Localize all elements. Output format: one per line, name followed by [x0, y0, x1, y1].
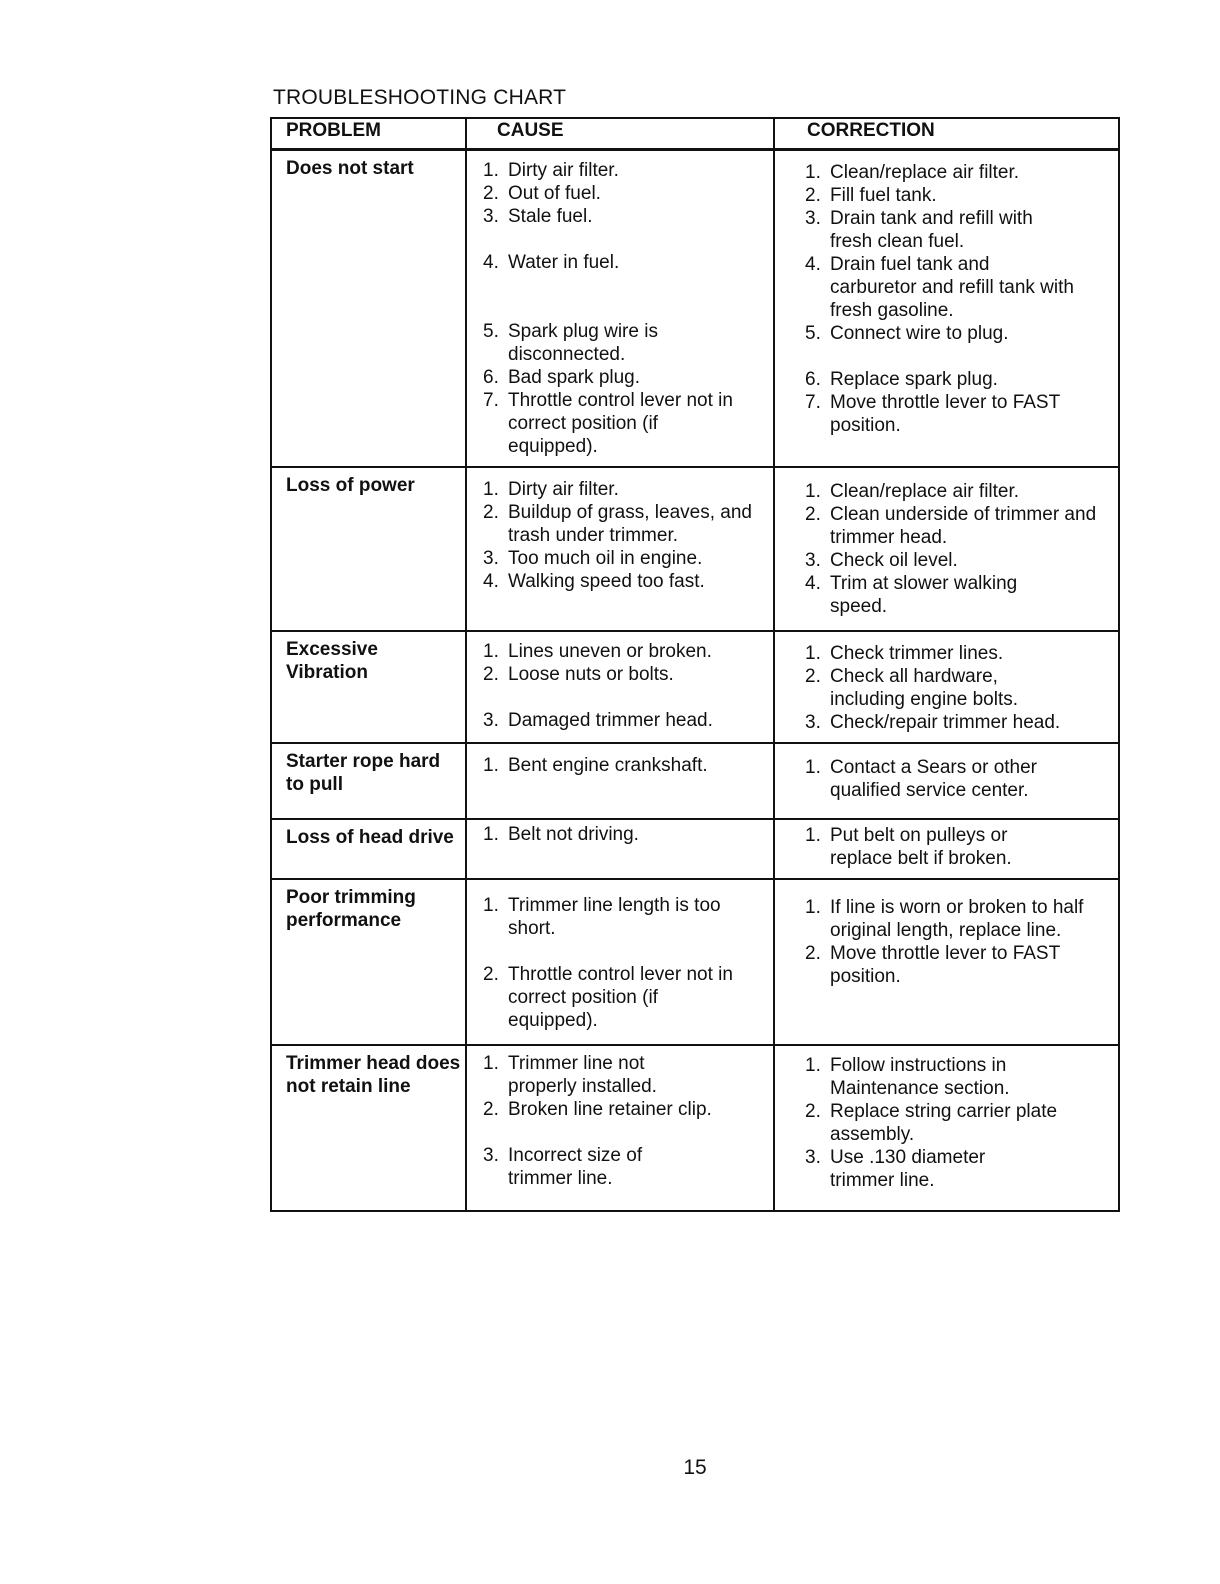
correction-cell: [774, 467, 1119, 631]
correction-cell: [774, 879, 1119, 1045]
correction-list: [775, 880, 1118, 996]
list-item: 1. Contact a Sears or other qualified service center.: [805, 757, 1037, 801]
list-item: 4. Water in fuel.: [483, 252, 620, 273]
table-row: [271, 150, 1119, 468]
list-item: 5. Spark plug wire is disconnected.: [483, 321, 658, 365]
list-item: 2. Throttle control lever not in correct position (if equipped).: [483, 964, 733, 1031]
list-item: 7. Move throttle lever to FAST position.: [805, 392, 1060, 436]
cause-cell: [466, 1045, 774, 1211]
list-item: 2. Replace string carrier plate assembly.: [805, 1101, 1058, 1145]
table-row: [271, 1045, 1119, 1211]
list-item: 1. Clean/replace air filter.: [805, 481, 1020, 502]
list-item: 3. Use .130 diameter trimmer line.: [805, 1147, 986, 1191]
table-row: [271, 879, 1119, 1045]
correction-cell: [774, 150, 1119, 468]
correction-list: [775, 468, 1118, 626]
problem-cell: Poor trimming performance: [271, 879, 466, 1045]
list-item: 2. Buildup of grass, leaves, and trash under trimmer.: [483, 502, 752, 546]
correction-cell: [774, 1045, 1119, 1211]
list-item: 2. Clean underside of trimmer and trimmer head.: [805, 504, 1097, 548]
correction-cell: [774, 743, 1119, 819]
table-row: [271, 819, 1119, 879]
correction-list: [775, 632, 1118, 742]
list-item: 2. Broken line retainer clip.: [483, 1099, 712, 1120]
header-cause: CAUSE: [466, 118, 774, 150]
table-header-row: [271, 118, 1119, 150]
correction-list: [775, 1046, 1118, 1200]
cause-list: [467, 880, 773, 1040]
list-item: 3. Check oil level.: [805, 550, 958, 571]
table-body: [271, 150, 1119, 1212]
problem-cell: Trimmer head does not retain line: [271, 1045, 466, 1211]
table-row: [271, 743, 1119, 819]
list-item: 1. If line is worn or broken to half original length, replace line.: [805, 897, 1084, 941]
table-row: [271, 631, 1119, 743]
correction-list: [775, 820, 1118, 878]
cause-list: [467, 744, 773, 785]
correction-cell: [774, 819, 1119, 879]
cause-cell: [466, 467, 774, 631]
cause-list: [467, 1046, 773, 1198]
list-item: 3. Damaged trimmer head.: [483, 710, 713, 731]
troubleshooting-table: [270, 117, 1120, 1212]
list-item: 4. Drain fuel tank and carburetor and refill tank with fresh gasoline.: [805, 254, 1074, 321]
list-item: 1. Lines uneven or broken.: [483, 641, 712, 662]
list-item: 6. Bad spark plug.: [483, 367, 641, 388]
list-item: 1. Dirty air filter.: [483, 160, 619, 181]
list-item: 3. Drain tank and refill with fresh clean fuel.: [805, 208, 1033, 252]
list-item: 1. Trimmer line not properly installed.: [483, 1053, 657, 1097]
table-row: [271, 467, 1119, 631]
problem-cell: Loss of head drive: [271, 819, 466, 879]
list-item: 2. Check all hardware, including engine bolts.: [805, 666, 1019, 710]
list-item: 1. Belt not driving.: [483, 824, 639, 845]
list-item: 5. Connect wire to plug.: [805, 323, 1009, 344]
page-number: 15: [683, 1456, 707, 1479]
list-item: 1. Put belt on pulleys or replace belt if broken.: [805, 825, 1012, 869]
list-item: 2. Move throttle lever to FAST position.: [805, 943, 1060, 987]
list-item: 2. Fill fuel tank.: [805, 185, 937, 206]
list-item: 2. Out of fuel.: [483, 183, 601, 204]
list-item: 6. Replace spark plug.: [805, 369, 998, 390]
list-item: 1. Trimmer line length is too short.: [483, 895, 721, 939]
correction-cell: [774, 631, 1119, 743]
header-correction: CORRECTION: [774, 118, 1119, 150]
list-item: 4. Walking speed too fast.: [483, 571, 705, 592]
cause-cell: [466, 879, 774, 1045]
list-item: 2. Loose nuts or bolts.: [483, 664, 674, 685]
list-item: 1. Check trimmer lines.: [805, 643, 1004, 664]
cause-list: [467, 468, 773, 601]
cause-list: [467, 820, 773, 854]
header-problem: PROBLEM: [271, 118, 466, 150]
list-item: 4. Trim at slower walking speed.: [805, 573, 1018, 617]
list-item: 3. Incorrect size of trimmer line.: [483, 1145, 643, 1189]
page-title: TROUBLESHOOTING CHART: [273, 86, 567, 109]
list-item: 1. Follow instructions in Maintenance section.: [805, 1055, 1010, 1099]
list-item: 3. Check/repair trimmer head.: [805, 712, 1061, 733]
list-item: 7. Throttle control lever not in correct position (if equipped).: [483, 390, 733, 457]
list-item: 1. Bent engine crankshaft.: [483, 755, 708, 776]
cause-cell: [466, 819, 774, 879]
problem-cell: Loss of power: [271, 467, 466, 631]
list-item: 1. Dirty air filter.: [483, 479, 619, 500]
problem-cell: Excessive Vibration: [271, 631, 466, 743]
cause-cell: [466, 150, 774, 468]
list-item: 3. Too much oil in engine.: [483, 548, 703, 569]
problem-cell: Does not start: [271, 150, 466, 468]
correction-list: [775, 744, 1118, 810]
cause-list: [467, 151, 773, 466]
list-item: 1. Clean/replace air filter.: [805, 162, 1020, 183]
list-item: 3. Stale fuel.: [483, 206, 593, 227]
cause-cell: [466, 743, 774, 819]
cause-cell: [466, 631, 774, 743]
cause-list: [467, 632, 773, 740]
correction-list: [775, 151, 1118, 445]
problem-cell: Starter rope hard to pull: [271, 743, 466, 819]
